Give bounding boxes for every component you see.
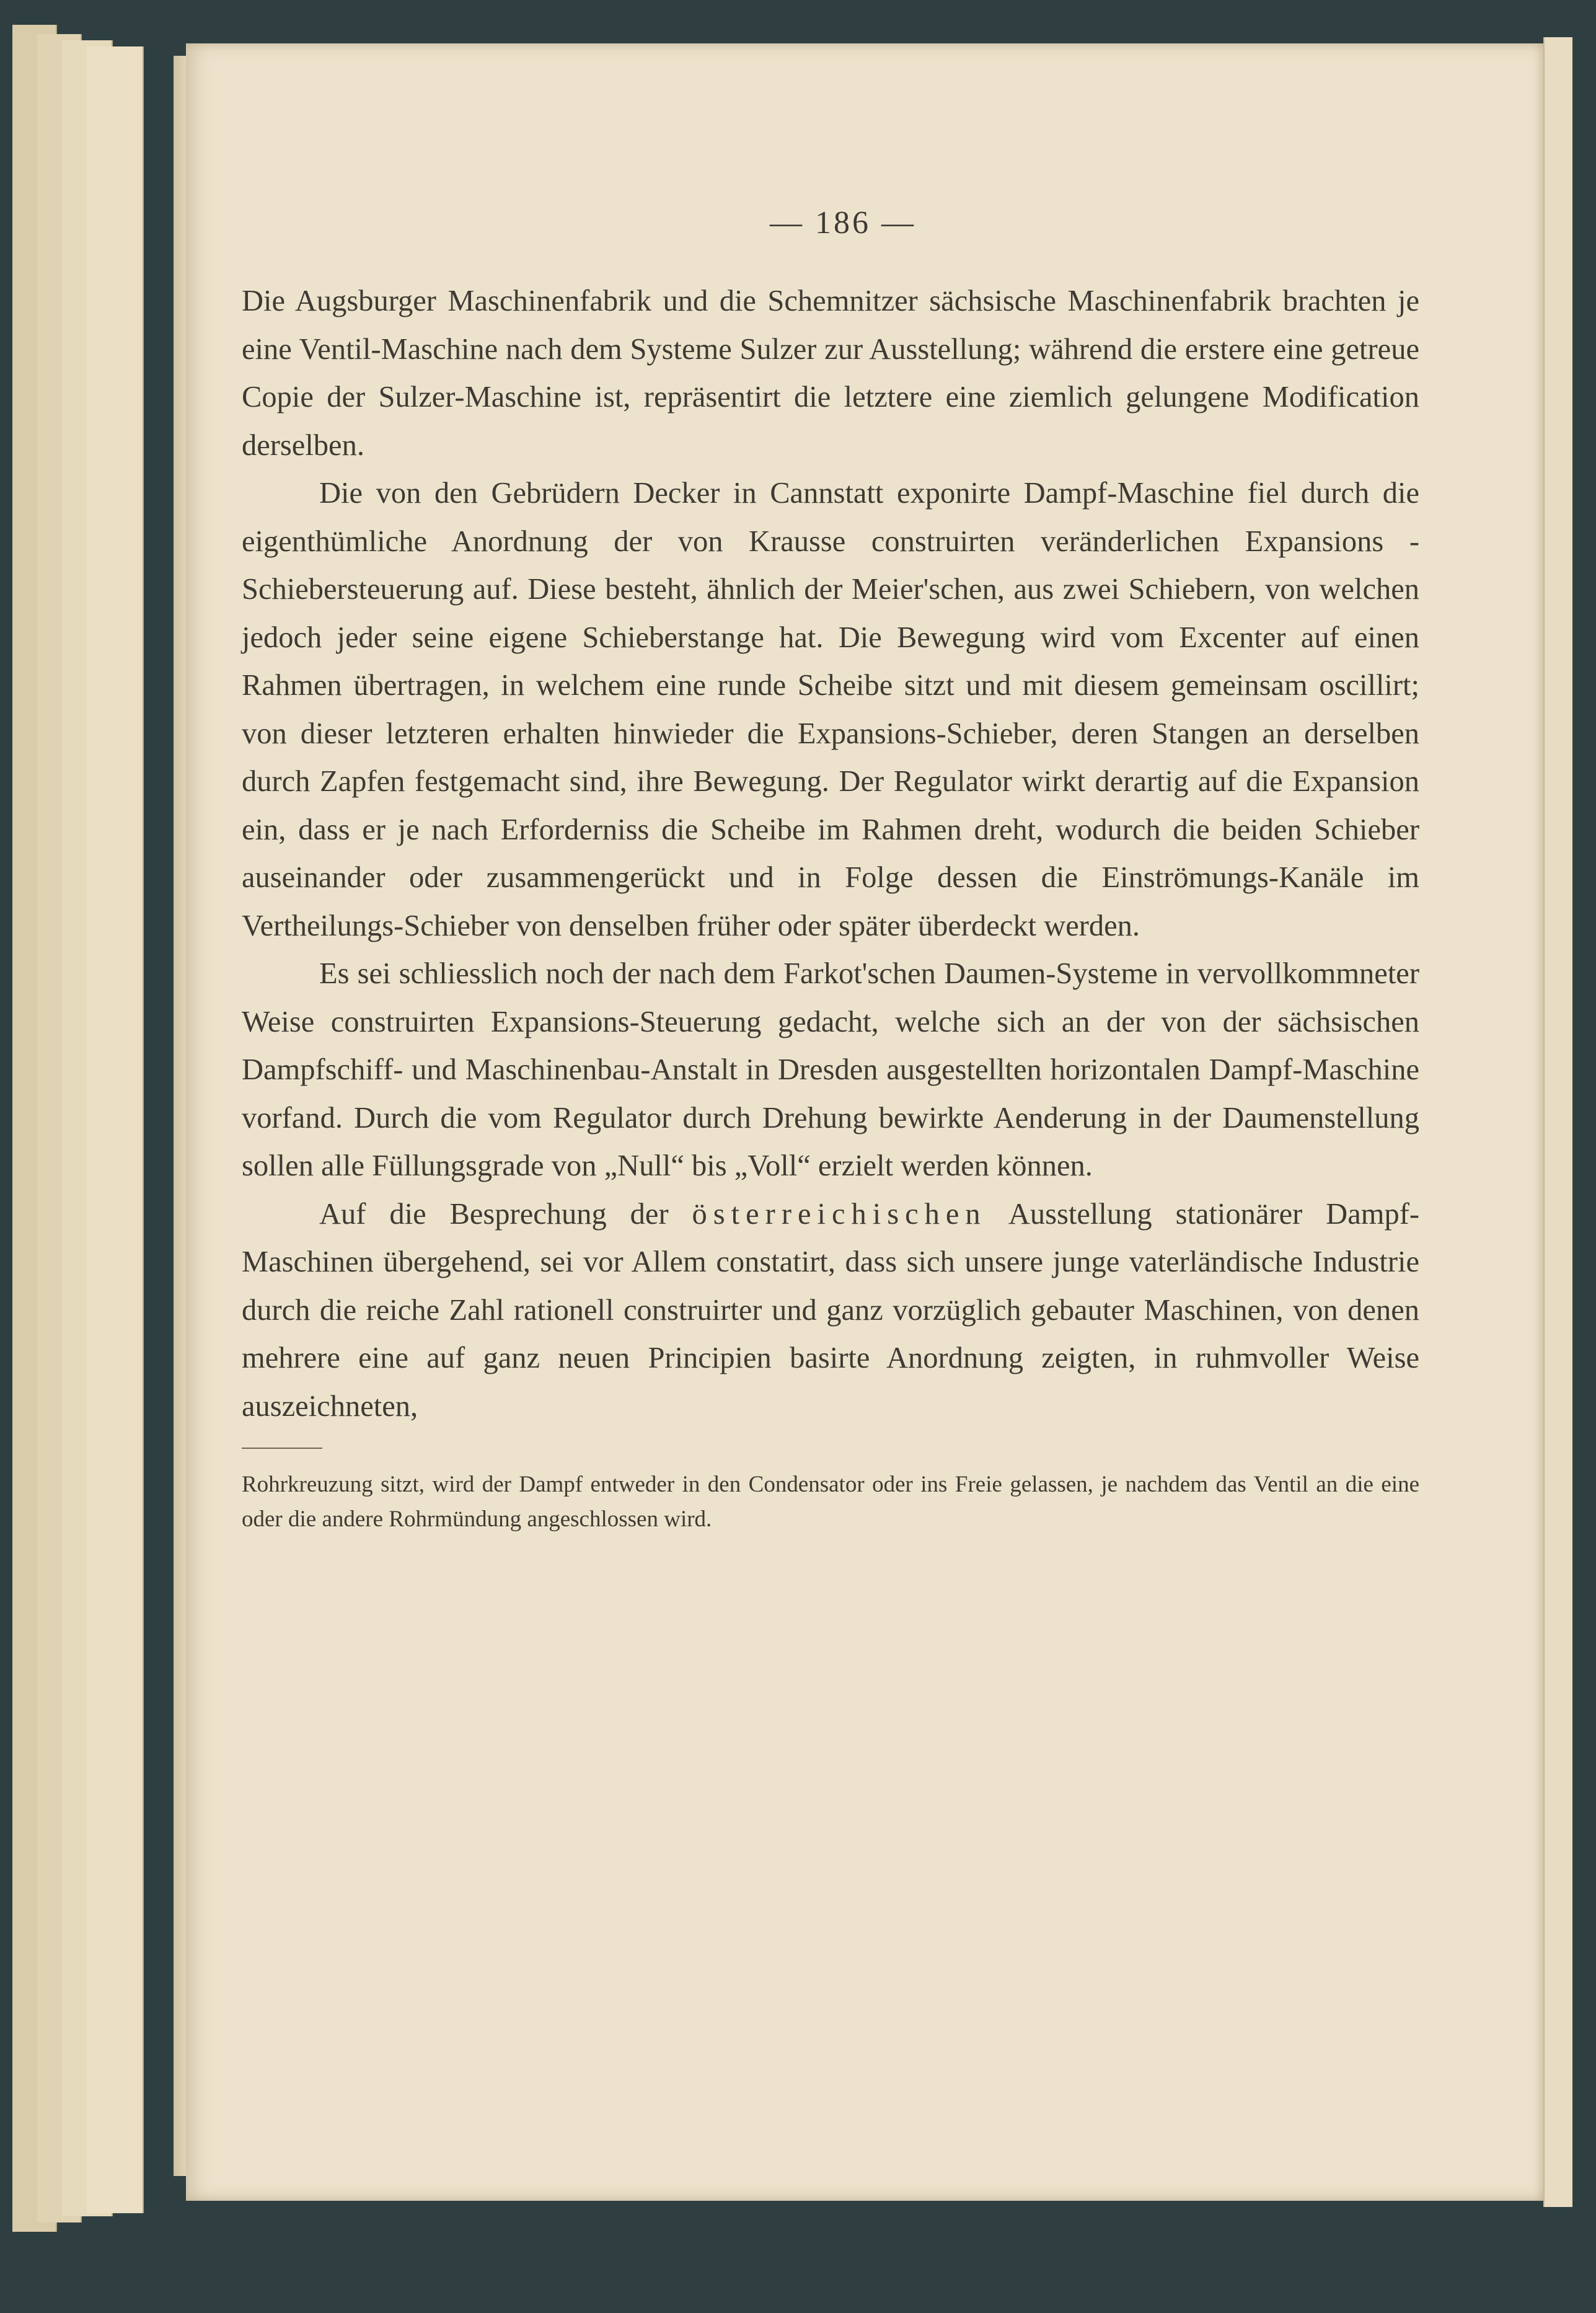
body-text [242, 277, 1419, 1430]
paragraph-4-start: Auf die Besprechung der [319, 1197, 692, 1231]
footnote: Rohrkreuzung sitzt, wird der Dampf entweder in den Condensator oder ins Freie gelassen, je nachdem das Ventil an die eine oder die andere Rohrmündung angeschlossen wird. [242, 1472, 1419, 1532]
spaced-emphasis: österreichischen [692, 1197, 987, 1231]
paragraph-4 [242, 1190, 1419, 1431]
page-edge [87, 46, 144, 2213]
paragraph-4-end: Ausstellung stationärer Dampf-Maschinen übergehend, sei vor Allem constatirt, dass sich unsere junge vaterländische Industrie durch die reiche Zahl rationell construirter und ganz vorzüglich gebauter Maschinen, von denen mehrere eine auf ganz neuen Principien basirte Anordnung zeigten, in ruhmvoller Weise auszeichneten, [242, 1197, 1420, 1423]
footnote-divider [242, 1448, 322, 1449]
paragraph-2: Die von den Gebrüdern Decker in Cannstatt exponirte Dampf-Maschine fiel durch die eigenthümliche Anordnung der von Krausse construirten veränderlichen Expansions - Schiebersteuerung auf. Diese besteht, ähnlich der Meier'schen, aus zwei Schiebern, von welchen jedoch jeder seine eigene Schieberstange hat. Die Bewegung wird vom Excenter auf einen Rahmen übertragen, in welchem eine runde Scheibe sitzt und mit diesem gemeinsam oscillirt; von dieser letzteren erhalten hinwieder die Expansions-Schieber, deren Stangen an derselben durch Zapfen festgemacht sind, ihre Bewegung. Der Regulator wirkt derartig auf die Expansion ein, dass er je nach Erforderniss die Scheibe im Rahmen dreht, wodurch die beiden Schieber auseinander oder zusammengerückt und in Folge dessen die Einströmungs-Kanäle im Vertheilungs-Schieber von denselben früher oder später überdeckt werden. [242, 477, 1419, 942]
text-block [242, 205, 1419, 1537]
paragraph-3: Es sei schliesslich noch der nach dem Farkot'schen Daumen-Systeme in vervollkommneter Weise construirten Expansions-Steuerung gedacht, welche sich an der von der sächsischen Dampfschiff- und Maschinenbau-Anstalt in Dresden ausgestellten horizontalen Dampf-Maschine vorfand. Durch die vom Regulator durch Drehung bewirkte Aenderung in der Daumenstellung sollen alle Füllungsgrade von „Null“ bis „Voll“ erzielt werden können. [242, 957, 1419, 1182]
page-number: — 186 — [770, 205, 916, 241]
facing-page-edge [1543, 37, 1572, 2207]
paragraph-1: Die Augsburger Maschinenfabrik und die Schemnitzer sächsische Maschinenfabrik brachten je eine Ventil-Maschine nach dem Systeme Sulzer zur Ausstellung; während die erstere eine getreue Copie der Sulzer-Maschine ist, repräsentirt die letztere eine ziemlich gelungene Modification derselben. [242, 285, 1419, 462]
